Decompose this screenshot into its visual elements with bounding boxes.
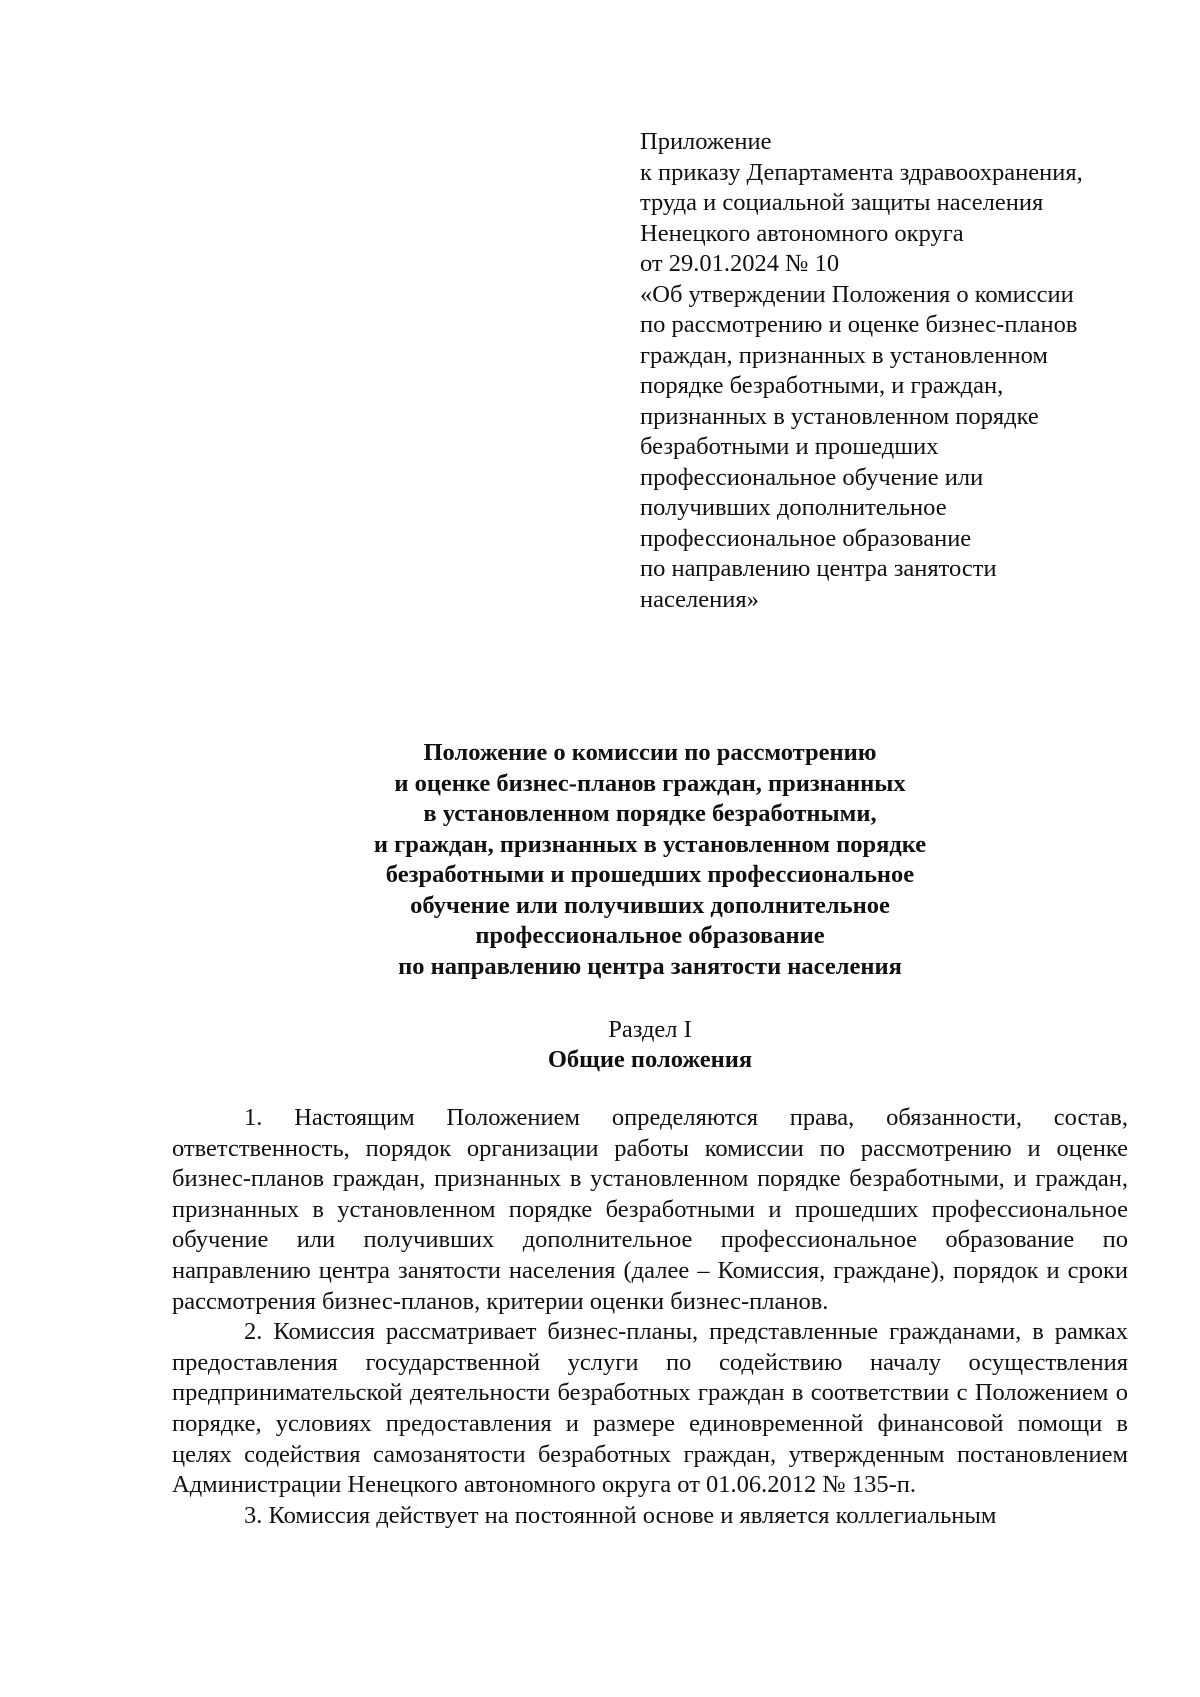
document-body [172,1103,1128,1531]
paragraph-2: 2. Комиссия рассматривает бизнес-планы, представленные гражданами, в рамках предоставления государственной услуги по содействию началу осуществления предпринимательской деятельности безработных граждан в соответствии с Положением о порядке, условиях предоставления и размере единовременной финансовой помощи в целях содействия самозанятости безработных граждан, утвержденным постановлением Администрации Ненецкого автономного округа от 01.06.2012 № 135-п. [172,1318,1128,1499]
appendix-line: по рассмотрению и оценке бизнес-планов [640,311,1078,338]
appendix-line: получивших дополнительное [640,494,947,521]
title-line: Положение о комиссии по рассмотрению [423,739,877,766]
appendix-line: профессиональное обучение или [640,463,984,491]
document-title [150,738,1150,982]
appendix-line: профессиональное образование [640,524,972,552]
title-line: по направлению центра занятости населения [398,952,902,980]
appendix-line: труда и социальной защиты населения [640,189,1044,216]
appendix-line: по направлению центра занятости [640,555,997,582]
section-label: Раздел I [608,1016,692,1043]
appendix-line: от 29.01.2024 № 10 [640,250,840,277]
appendix-header [640,127,1160,615]
section-heading: Общие положения [547,1046,753,1073]
title-line: безработными и прошедших профессиональное [385,861,915,888]
title-line: в установленном порядке безработными, [423,800,877,827]
title-line: обучение или получивших дополнительное [410,891,890,919]
title-line: и оценке бизнес-планов граждан, признанных [394,769,906,797]
paragraph-3: 3. Комиссия действует на постоянной основе и является коллегиальным [244,1501,997,1529]
appendix-line: населения» [640,585,759,613]
appendix-line: признанных в установленном порядке [640,402,1039,430]
title-line: и граждан, признанных в установленном порядке [373,830,927,858]
appendix-line: к приказу Департамента здравоохранения, [640,158,1083,186]
appendix-line: безработными и прошедших [640,433,939,460]
appendix-line: порядке безработными, и граждан, [640,372,1004,399]
title-line: профессиональное образование [475,922,825,949]
appendix-line: граждан, признанных в установленном [640,341,1048,369]
appendix-line: «Об утверждении Положения о комиссии [640,280,1074,308]
appendix-line: Приложение [640,128,772,155]
paragraph-1: 1. Настоящим Положением определяются права, обязанности, состав, ответственность, порядок организации работы комиссии по рассмотрению и оценке бизнес-планов граждан, признанных в установленном порядке безработными, и граждан, признанных в установленном порядке безработными и прошедших профессиональное обучение или получивших дополнительное профессиональное образование по направлению центра занятости населения (далее – Комиссия, граждане), порядок и сроки рассмотрения бизнес-планов, критерии оценки бизнес-планов. [172,1104,1128,1315]
appendix-line: Ненецкого автономного округа [640,219,964,247]
